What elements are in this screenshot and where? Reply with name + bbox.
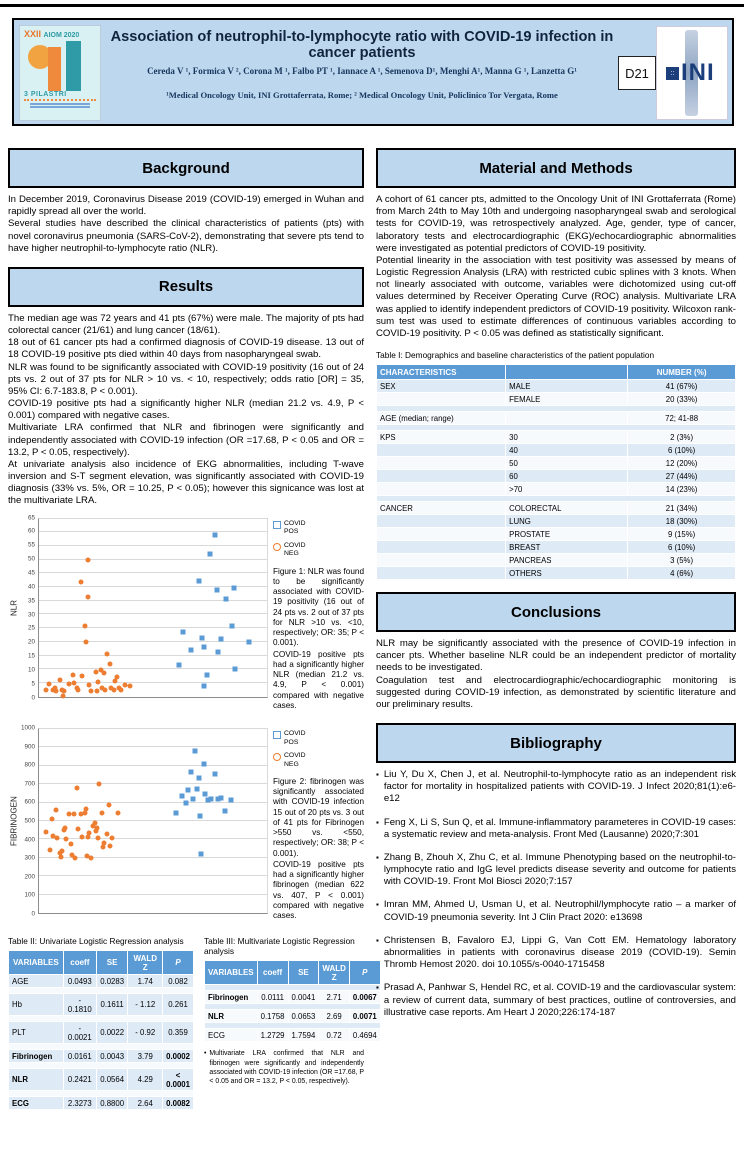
covid-neg-marker-icon (273, 753, 281, 761)
table-header-row (9, 951, 193, 974)
section-title: Background (142, 159, 230, 177)
gridline (39, 600, 267, 601)
methods-text (376, 194, 736, 340)
data-point (204, 672, 209, 677)
data-point (79, 579, 84, 584)
axis-tick-label: 5 (31, 680, 35, 688)
paragraph: Potential linearity in the association with test positivity was assessed by means of Logistic Regression Analysis (LRA) with restricted cubic splines with 3 knots. When not linearly associated with outcome, variables were dichotomized using cut-off values determined by Receiver Operating Curve (ROC) analysis. Multivariate LRA was applied to identify independent predictors of COVID-19 positivity. Wilcoxon rank-sum test was used to estimate differences of continuous variables according to COVID-19 positivity. P < 0.05 was defined as statistically significant. (376, 254, 736, 339)
section-header-background (8, 148, 364, 188)
data-point (212, 772, 217, 777)
background-text (8, 194, 364, 255)
data-point (43, 688, 48, 693)
poster-header (12, 18, 734, 126)
bullet-icon: ▪ (376, 852, 379, 862)
page-top-rule (0, 4, 744, 7)
data-point (72, 680, 77, 685)
data-point (68, 842, 73, 847)
data-point (202, 645, 207, 650)
data-point (101, 840, 106, 845)
table-row: PLT - 0.0021 0.0022 - 0.92 0.359 (9, 1022, 193, 1043)
figure-2-side (268, 728, 364, 922)
column-header (506, 365, 627, 379)
table-header-row (205, 961, 380, 984)
bibliography-item (376, 852, 736, 889)
legend-entry (273, 520, 364, 537)
column-header: VARIABLES (9, 951, 63, 974)
data-point (48, 847, 53, 852)
gridline (39, 518, 267, 519)
paragraph: Coagulation test and electrocardiographic/echocardiographic monitoring is suggested during COVID-19 infection, as demonstrated by scientific literature and our preliminary results. (376, 674, 736, 710)
paragraph: 18 out of 61 cancer pts had a confirmed diagnosis of COVID-19 disease. 13 out of 18 COVID-19 positive pts died within 40 days from nasopharyngeal swab. (8, 337, 364, 361)
column-header: CHARACTERISTICS (377, 365, 505, 379)
ini-cross-horizontal (660, 59, 724, 87)
axis-tick-label: 700 (24, 780, 35, 788)
column-header: coeff (258, 961, 288, 984)
data-point (202, 683, 207, 688)
data-point (203, 792, 208, 797)
table-row: BREAST 6 (10%) (377, 541, 735, 553)
table-row (205, 1004, 380, 1009)
data-point (196, 578, 201, 583)
gridline (39, 531, 267, 532)
table-row (9, 1044, 193, 1049)
chart-legend (273, 730, 364, 769)
paragraph: Several studies have described the clinical characteristics of patients (pts) with novel coronavirus pneumonia (SARS-CoV-2), demonstrating that severe pts tend to have higher neutrophil-to-lymphocyte ratio (NLR). (8, 218, 364, 254)
data-point (57, 677, 62, 682)
data-point (71, 672, 76, 677)
paragraph: At univariate analysis also incidence of EKG abnormalities, including T-wave inversion and S-T segment elevation, was significantly associated with COVID-19 diagnosis (33% vs. 5%, OR = 10.25, P < 0.05); however this signicance was lost at the multivariate LRA. (8, 458, 364, 507)
covid-pos-marker-icon (273, 521, 281, 529)
column-header: WALD Z (128, 951, 162, 974)
table-row: PROSTATE 9 (15%) (377, 528, 735, 540)
data-point (66, 811, 71, 816)
data-point (80, 673, 85, 678)
data-point (49, 817, 54, 822)
column-header: coeff (64, 951, 96, 974)
figure-1-chart (8, 514, 268, 702)
table-multivariate (204, 960, 377, 1042)
paragraph: Multivariate LRA confirmed that NLR and fibrinogen were significantly and independently associated with COVID-19 infection (OR =17.68, P < 0.05 and OR = 13.2, P < 0.05, respectively). (8, 422, 364, 458)
axis-tick-label: 200 (24, 873, 35, 881)
table-row: OTHERS 4 (6%) (377, 567, 735, 579)
data-point (188, 770, 193, 775)
data-point (83, 807, 88, 812)
table-demographics (376, 364, 736, 580)
data-point (87, 683, 92, 688)
table-row (377, 496, 735, 501)
gridline (39, 613, 267, 614)
section-header-methods (376, 148, 736, 188)
conclusions-text (376, 638, 736, 711)
gridline (39, 875, 267, 876)
axis-tick-label: 25 (27, 624, 35, 632)
data-point (122, 683, 127, 688)
data-point (190, 796, 195, 801)
table-3-note (204, 1049, 364, 1086)
axis-tick-label: 60 (27, 527, 35, 535)
data-point (59, 848, 64, 853)
data-point (114, 675, 119, 680)
data-point (89, 688, 94, 693)
column-header: NUMBER (%) (628, 365, 735, 379)
data-point (219, 637, 224, 642)
data-point (86, 595, 91, 600)
aiom-xxii-label: XXII (24, 29, 42, 39)
gridline (39, 783, 267, 784)
table-row (377, 425, 735, 430)
axis-tick-label: 300 (24, 854, 35, 862)
bibliography-item (376, 817, 736, 841)
table-row: AGE 0.0493 0.0283 1.74 0.082 (9, 975, 193, 987)
data-point (198, 852, 203, 857)
data-point (200, 635, 205, 640)
paragraph: A cohort of 61 cancer pts, admitted to the Oncology Unit of INI Grottaferrata (Rome) from March 24th to May 10th and undergoing nasopharyngeal swab and serological tests for COVID-19, was retrospectively analyzed. Age, gender, type of cancer, laboratory tests and electrocardiographic (EKG)/echocardiographic abnormalities were investigated as potential predictors of COVID-19 positivity. (376, 194, 736, 254)
data-point (202, 762, 207, 767)
axis-tick-label: 100 (24, 891, 35, 899)
data-point (87, 831, 92, 836)
bibliography-text: Christensen B, Favaloro EJ, Lippi G, Van Cott EM. Hematology laboratory abnormalities in patients with coronavirus disease 2019 (COVID-19). Semin Thromb Hemost 2020. doi 10.1055/s-0040-1715458 (383, 934, 736, 971)
ini-wordmark: INI (681, 59, 715, 86)
data-point (62, 688, 67, 693)
table-row: Hb - 0.1810 0.1611 - 1.12 0.261 (9, 994, 193, 1015)
data-point (105, 651, 110, 656)
data-point (75, 688, 80, 693)
ini-hospital-logo (656, 26, 728, 120)
data-point (66, 682, 71, 687)
axis-tick-label: 50 (27, 555, 35, 563)
legend-label: COVID NEG (284, 752, 306, 768)
data-point (196, 775, 201, 780)
data-point (128, 683, 133, 688)
y-axis-label: NLR (9, 599, 19, 616)
bibliography-text: Zhang B, Zhouh X, Zhu C, et al. Immune Phenotyping based on the neutrophil-to-lymphocyte ratio and IgG level predicts disease severity and outcome for patients with COVID-19. Front Mol Biosci 2020;7:157 (383, 851, 736, 888)
aiom-congress-logo (19, 25, 101, 121)
paragraph: In December 2019, Coronavirus Disease 2019 (COVID-19) emerged in Wuhan and rapidly spread all over the world. (8, 194, 364, 218)
gridline (39, 728, 267, 729)
gridline (39, 559, 267, 560)
gridline (39, 641, 267, 642)
axis-tick-label: 1000 (20, 724, 35, 732)
data-point (75, 827, 80, 832)
bullet-icon: • (204, 1050, 207, 1058)
data-point (95, 826, 100, 831)
bullet-icon: ▪ (376, 900, 379, 910)
bibliography-item (376, 982, 736, 1019)
aiom-logo-text (20, 26, 100, 39)
data-point (233, 666, 238, 671)
table-row: SEX MALE 41 (67%) (377, 380, 735, 392)
paragraph: COVID-19 positive pts had a significantly higher NLR (median 21.2 vs. 4.9, P < 0.001) compared with negative cases. (8, 398, 364, 422)
data-point (43, 830, 48, 835)
data-table (204, 960, 381, 1042)
bibliography-list (376, 769, 736, 1019)
left-column (8, 148, 377, 1110)
poster-title: Association of neutrophil-to-lymphocyte ratio with COVID-19 infection in cancer patients (110, 29, 614, 61)
plot-area (38, 518, 268, 698)
legend-label: COVID POS (284, 730, 306, 746)
gridline (39, 746, 267, 747)
data-point (64, 836, 69, 841)
table-row: NLR 0.1758 0.0653 2.69 0.0071 (205, 1010, 380, 1022)
bullet-icon: ▪ (376, 935, 379, 945)
data-point (219, 796, 224, 801)
data-table (376, 364, 736, 580)
data-point (97, 782, 102, 787)
table-row: AGE (median; range) 72; 41-88 (377, 412, 735, 424)
table-row: CANCER COLORECTAL 21 (34%) (377, 502, 735, 514)
figure-2-chart (8, 724, 268, 918)
axis-tick-label: 400 (24, 836, 35, 844)
legend-entry (273, 752, 364, 769)
table-3-title: Table III: Multivariate Logistic Regression analysis (204, 936, 355, 957)
data-point (222, 808, 227, 813)
gridline (39, 765, 267, 766)
axis-tick-label: 15 (27, 652, 35, 660)
y-axis-label: FIBRINOGEN (9, 796, 19, 846)
bibliography-text: Feng X, Li S, Sun Q, et al. Immune-inflammatory parameteres in COVID-19 cases: a systematic review and meta-analysis. Front Med (Lausanne) 2020;7:301 (383, 816, 736, 840)
bibliography-text: Prasad A, Panhwar S, Hendel RC, et al. COVID-19 and the cardiovascular system: a review of current data, summary of best practices, outline of controversies, and illustrative case reports. Am Heart J 2020;226:174-187 (383, 982, 736, 1018)
data-point (103, 687, 108, 692)
data-point (173, 810, 178, 815)
data-point (74, 785, 79, 790)
data-point (83, 639, 88, 644)
table-header-row (377, 365, 735, 379)
axis-tick-label: 0 (31, 694, 35, 702)
bibliography-text: Liu Y, Du X, Chen J, et al. Neutrophil-to-lymphocyte ratio as an independent risk factor for mortality in hospitalized patients with COVID-19. J Infect 2020;81(1):e6-e12 (383, 769, 736, 805)
table-row: NLR 0.2421 0.0564 4.29 < 0.0001 (9, 1069, 193, 1090)
poster-authors: Cereda V ¹, Formica V ², Corona M ¹, Falbo PT ¹, Iannace A ¹, Semenova D¹, Menghi A¹, Manna G ¹, Lanzetta G¹ (147, 66, 577, 76)
table-univariate (8, 950, 194, 1110)
data-point (188, 647, 193, 652)
figure-1 (8, 514, 364, 712)
axis-tick-label: 20 (27, 638, 35, 646)
table-3-note-text: Multivariate LRA confirmed that NLR and fibrinogen were significantly and independently associated with COVID-19 infection (OR =17.68, P < 0.05 and OR = 13.2, P < 0.05, respectively). (209, 1050, 364, 1086)
data-point (223, 596, 228, 601)
data-point (109, 835, 114, 840)
data-point (58, 854, 63, 859)
table-row: LUNG 18 (30%) (377, 515, 735, 527)
chart-legend (273, 520, 364, 559)
table-row (9, 1016, 193, 1021)
paragraph: NLR may be significantly associated with the presence of COVID-19 infection in cancer pts. Whether baseline NLR could be an independent predictor of mortality needs to be investigated. (376, 638, 736, 674)
aiom-year-label: AIOM 2020 (43, 32, 80, 39)
data-point (179, 794, 184, 799)
gridline (39, 655, 267, 656)
axis-tick-label: 500 (24, 817, 35, 825)
data-point (80, 835, 85, 840)
section-title: Results (158, 278, 214, 296)
figure-caption: Figure 1: NLR was found to be significantly associated with COVID-19 positivity (16 out of 24 pts vs. 2 out of 37 pts for NLR >10 vs. <10, respectively; OR: 35; P < 0.001). COVID-19 positive pts had a significantly higher NLR (median 21.2 vs. 4.9, P < 0.001) compared with negative cases. (273, 566, 364, 710)
table-1-title: Table I: Demographics and baseline characteristics of the patient population (376, 350, 655, 361)
table-2-title: Table II: Univariate Logistic Regression analysis (8, 936, 184, 947)
table-row (9, 1091, 193, 1096)
data-point (231, 585, 236, 590)
data-point (82, 623, 87, 628)
gridline (39, 820, 267, 821)
axis-tick-label: 10 (27, 666, 35, 674)
data-point (115, 810, 120, 815)
table-row: FEMALE 20 (33%) (377, 393, 735, 405)
right-column (376, 148, 736, 1030)
data-point (96, 835, 101, 840)
gridline (39, 572, 267, 573)
column-header: SE (289, 961, 319, 984)
y-axis-ticks (20, 724, 38, 918)
data-point (195, 786, 200, 791)
data-point (209, 796, 214, 801)
section-title: Conclusions (510, 603, 601, 621)
ini-mark-icon: :: (666, 67, 679, 80)
axis-tick-label: 900 (24, 743, 35, 751)
bullet-icon: ▪ (376, 770, 379, 780)
data-point (63, 825, 68, 830)
data-point (55, 835, 60, 840)
legend-entry (273, 730, 364, 747)
data-point (106, 802, 111, 807)
tower-orange-icon (48, 47, 61, 91)
axis-tick-label: 30 (27, 611, 35, 619)
column-header: WALD Z (319, 961, 349, 984)
bibliography-item (376, 899, 736, 923)
data-point (101, 671, 106, 676)
paragraph: NLR was found to be significantly associated with COVID-19 positivity (16 out of 24 pts vs. 2 out of 37 pts for NLR > 10 vs. < 10, respectively; odds ratio [OR] = 35, 95% CI: 6.7-183.8, P < 0.001). (8, 361, 364, 397)
table-row: 40 6 (10%) (377, 444, 735, 456)
section-title: Material and Methods (479, 159, 633, 177)
table-univariate-block (8, 934, 194, 1110)
table-row: 60 27 (44%) (377, 470, 735, 482)
legend-label: COVID NEG (284, 541, 306, 558)
figure-1-side (268, 518, 364, 712)
axis-tick-label: 40 (27, 583, 35, 591)
column-header: P (350, 961, 380, 984)
bibliography-text: Imran MM, Ahmed U, Usman U, et al. Neutrophil/lymphocyte ratio – a marker of COVID-19 pneumonia severity. Int J Clin Pract 2020: e13698 (383, 899, 736, 923)
bibliography-item (376, 769, 736, 806)
data-point (47, 682, 52, 687)
poster-code-badge: D21 (618, 56, 656, 90)
data-point (60, 693, 65, 698)
table-row (9, 988, 193, 993)
covid-neg-marker-icon (273, 543, 281, 551)
data-table (8, 950, 194, 1110)
aiom-text-line (30, 106, 90, 108)
column-header: VARIABLES (205, 961, 257, 984)
axis-tick-label: 600 (24, 798, 35, 806)
section-header-conclusions (376, 592, 736, 632)
table-multivariate-block (204, 934, 377, 1110)
axis-tick-label: 800 (24, 761, 35, 769)
data-point (73, 855, 78, 860)
tower-teal-icon (66, 41, 81, 91)
data-point (54, 689, 59, 694)
axis-tick-label: 55 (27, 541, 35, 549)
data-point (212, 533, 217, 538)
covid-pos-marker-icon (273, 731, 281, 739)
y-axis-ticks (20, 514, 38, 702)
aiom-artwork (20, 39, 100, 91)
data-point (186, 787, 191, 792)
axis-tick-label: 65 (27, 514, 35, 522)
table-row (205, 985, 380, 990)
table-row: ECG 2.3273 0.8800 2.64 0.0082 (9, 1097, 193, 1109)
column-header: SE (97, 951, 128, 974)
data-point (72, 811, 77, 816)
axis-tick-label: 35 (27, 597, 35, 605)
table-row: ECG 1.2729 1.7594 0.72 0.4694 (205, 1029, 380, 1041)
data-point (54, 808, 59, 813)
data-point (246, 639, 251, 644)
results-text (8, 313, 364, 508)
table-row: KPS 30 2 (3%) (377, 431, 735, 443)
data-point (86, 557, 91, 562)
table-row: >70 14 (23%) (377, 483, 735, 495)
legend-entry (273, 542, 364, 559)
data-point (99, 810, 104, 815)
data-point (107, 843, 112, 848)
data-point (215, 649, 220, 654)
section-header-results (8, 267, 364, 307)
data-point (229, 623, 234, 628)
data-point (214, 588, 219, 593)
gridline (39, 545, 267, 546)
table-row: 50 12 (20%) (377, 457, 735, 469)
table-row: Fibrinogen 0.0161 0.0043 3.79 0.0002 (9, 1050, 193, 1062)
section-title: Bibliography (510, 734, 602, 752)
data-point (180, 630, 185, 635)
data-point (208, 552, 213, 557)
table-row (377, 406, 735, 411)
aiom-text-line (30, 103, 90, 105)
data-point (96, 680, 101, 685)
figure-2 (8, 724, 364, 922)
bullet-icon: ▪ (376, 983, 379, 993)
legend-label: COVID POS (284, 519, 306, 536)
bibliography-item (376, 935, 736, 972)
table-row: PANCREAS 3 (5%) (377, 554, 735, 566)
aiom-dotted-rule (24, 99, 96, 101)
data-point (197, 813, 202, 818)
axis-tick-label: 0 (31, 910, 35, 918)
axis-tick-label: 45 (27, 569, 35, 577)
column-header: P (163, 951, 193, 974)
figure-caption: Figure 2: fibrinogen was significantly associated with COVID-19 infection 15 out of 20 pts vs. 3 out of 41 pts for Fibrinogen >550 vs. <550, respectively; OR: 38; P < 0.001). COVID-19 positive pts had a significantly higher fibrinogen (median 622 vs. 407, P < 0.001) compared with negative cases. (273, 776, 364, 921)
table-row (205, 1023, 380, 1028)
bullet-icon: ▪ (376, 817, 379, 827)
table-row (9, 1063, 193, 1068)
gridline (39, 894, 267, 895)
data-point (228, 797, 233, 802)
data-point (184, 800, 189, 805)
table-row: Fibrinogen 0.0111 0.0041 2.71 0.0067 (205, 991, 380, 1003)
poster-affiliations: ¹Medical Oncology Unit, INI Grottaferrata, Rome; ² Medical Oncology Unit, Policlinico Tor Vergata, Rome (166, 90, 558, 100)
aiom-pilastri-label: 3 PILASTRI (24, 91, 67, 98)
plot-area (38, 728, 268, 914)
data-point (107, 661, 112, 666)
data-point (89, 856, 94, 861)
data-point (193, 749, 198, 754)
paragraph: The median age was 72 years and 41 pts (67%) were male. The majority of pts had colorectal cancer (21/61) and lung cancer (18/61). (8, 312, 364, 337)
regression-tables (8, 934, 377, 1110)
section-header-bibliography (376, 723, 736, 763)
data-point (177, 663, 182, 668)
gridline (39, 838, 267, 839)
